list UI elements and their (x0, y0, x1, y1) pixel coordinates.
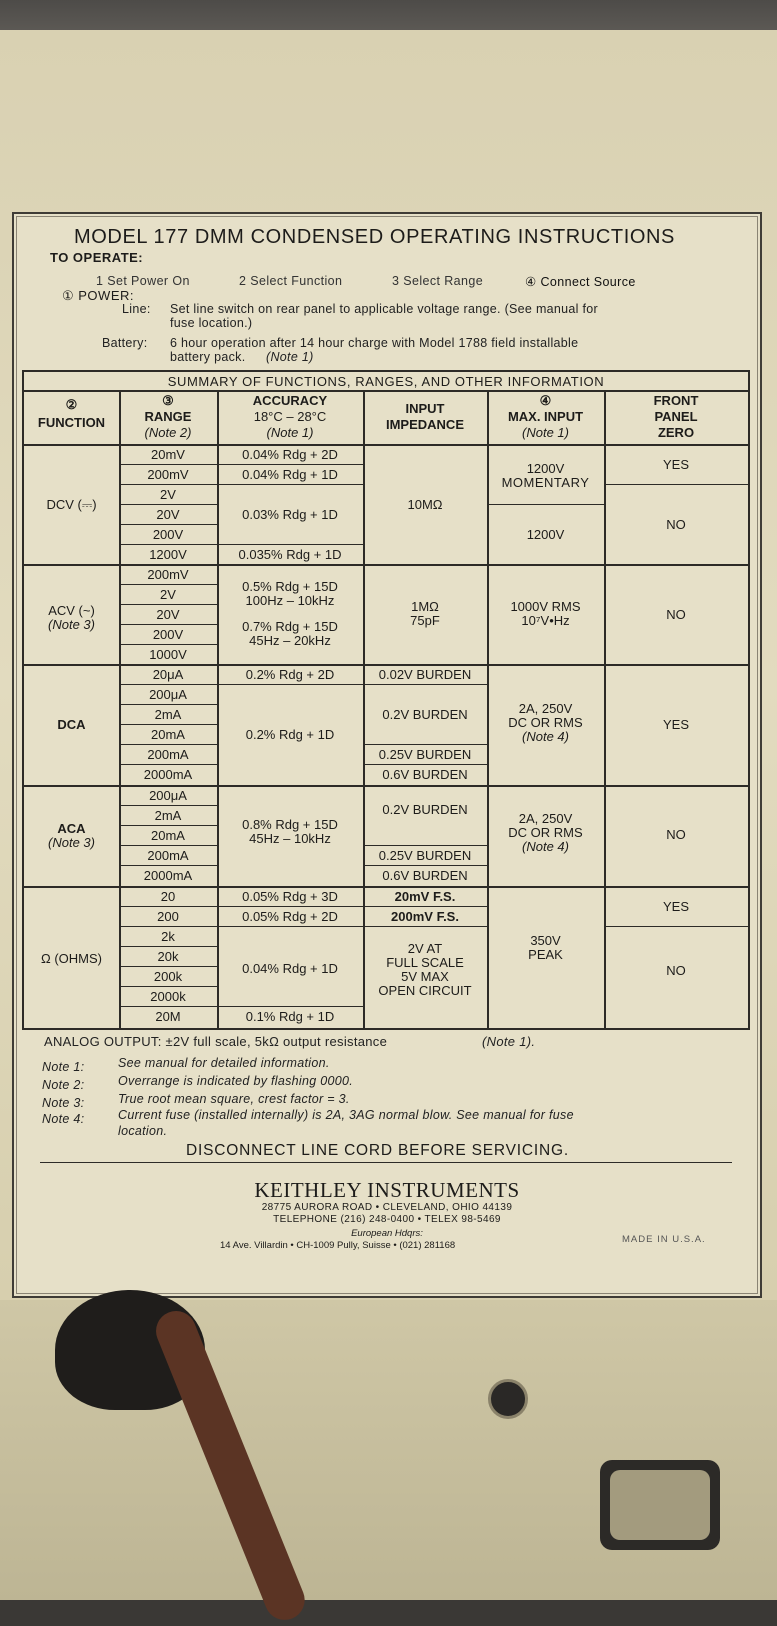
company-address: 28775 AURORA ROAD • CLEVELAND, OHIO 44139 (261, 1202, 513, 1213)
note-3-text: True root mean square, crest factor = 3. (118, 1092, 350, 1106)
ohms-accuracy-4: 0.1% Rdg + 1D (245, 1009, 335, 1024)
step-3: 3 Select Range (392, 274, 484, 288)
hdr-impedance-2: IMPEDANCE (385, 417, 464, 432)
ohms-max-2: PEAK (528, 947, 563, 962)
line-text-1: Set line switch on rear panel to applicable voltage range. (See manual for (170, 302, 598, 316)
hdr-accuracy-note: (Note 1) (266, 425, 314, 440)
ohms-range-1: 20 (160, 889, 176, 904)
aca-zero: NO (666, 827, 686, 842)
dcv-accuracy-1: 0.04% Rdg + 2D (242, 447, 338, 462)
label-title: MODEL 177 DMM CONDENSED OPERATING INSTRUCTIONS (74, 226, 675, 248)
ohms-range-2: 200 (157, 909, 179, 924)
battery-text-2: battery pack. (170, 350, 246, 364)
ohms-range-4: 20k (157, 949, 179, 964)
hdr-function-num: ② (65, 397, 78, 412)
acv-accuracy-2: 100Hz – 10kHz (245, 593, 335, 608)
dcv-max-1b: MOMENTARY (501, 475, 590, 490)
ohms-range-3: 2k (161, 929, 175, 944)
hdr-max-num: ④ (539, 393, 552, 408)
ohms-zero-1: YES (662, 899, 689, 914)
european-hq-address: 14 Ave. Villardin • CH-1009 Pully, Suisse • (021) 281168 (220, 1240, 456, 1251)
dca-accuracy-2: 0.2% Rdg + 1D (245, 727, 335, 742)
acv-range-1: 200mV (147, 567, 189, 582)
acv-function: ACV (~) (48, 603, 95, 618)
step-2: 2 Select Function (239, 274, 343, 288)
note-2-label: Note 2: (42, 1078, 85, 1092)
battery-note: (Note 1) (266, 350, 314, 364)
ohms-range-7: 20M (155, 1009, 181, 1024)
acv-range-2: 2V (160, 587, 176, 602)
dcv-function: DCV (⎓) (46, 497, 97, 512)
dcv-impedance: 10MΩ (407, 497, 443, 512)
dcv-zero-1: YES (662, 457, 689, 472)
aca-max-1: 2A, 250V (518, 811, 573, 826)
aca-accuracy-2: 45Hz – 10kHz (249, 831, 331, 846)
note-2-text: Overrange is indicated by flashing 0000. (118, 1074, 354, 1088)
dcv-max-1: 1200V (526, 461, 565, 476)
aca-accuracy-1: 0.8% Rdg + 15D (242, 817, 338, 832)
dca-range-4: 20mA (151, 727, 185, 742)
aca-function: ACA (57, 821, 86, 836)
ohms-impedance-3: 2V AT (407, 941, 443, 956)
ohms-impedance-2: 200mV F.S. (391, 909, 459, 924)
dcv-range-1: 20mV (151, 447, 185, 462)
ohms-impedance-4: FULL SCALE (386, 955, 464, 970)
dca-impedance-2: 0.2V BURDEN (382, 707, 468, 722)
dcv-range-4: 20V (156, 507, 180, 522)
hdr-max: MAX. INPUT (507, 409, 584, 424)
hdr-accuracy: ACCURACY (252, 393, 328, 408)
hdr-range-num: ③ (162, 393, 174, 408)
aca-impedance-1: 0.2V BURDEN (382, 802, 468, 817)
step-1: 1 Set Power On (96, 274, 190, 288)
aca-max-2: DC OR RMS (508, 825, 583, 840)
ohms-range-5: 200k (153, 969, 183, 984)
acv-max-2: 10⁷V•Hz (521, 613, 570, 628)
ohms-impedance-6: OPEN CIRCUIT (378, 983, 472, 998)
aca-max-3: (Note 4) (522, 839, 569, 854)
battery-text-1: 6 hour operation after 14 hour charge with Model 1788 field installable (170, 336, 579, 350)
dcv-accuracy-4: 0.035% Rdg + 1D (238, 547, 342, 562)
acv-impedance-1: 1MΩ (411, 599, 439, 614)
dcv-zero-2: NO (666, 517, 686, 532)
dca-impedance-1: 0.02V BURDEN (378, 667, 472, 682)
dcv-range-3: 2V (160, 487, 176, 502)
instruction-label (12, 212, 762, 1298)
aca-impedance-2: 0.25V BURDEN (378, 848, 472, 863)
acv-max-1: 1000V RMS (510, 599, 581, 614)
acv-accuracy-1: 0.5% Rdg + 15D (242, 579, 338, 594)
company-name: KEITHLEY INSTRUMENTS (254, 1178, 520, 1202)
hdr-range-note: (Note 2) (144, 425, 192, 440)
hdr-impedance-1: INPUT (405, 401, 445, 416)
summary-title: SUMMARY OF FUNCTIONS, RANGES, AND OTHER INFORMATION (167, 374, 605, 389)
ohms-accuracy-2: 0.05% Rdg + 2D (242, 909, 338, 924)
acv-note: (Note 3) (48, 617, 95, 632)
dca-impedance-4: 0.6V BURDEN (382, 767, 468, 782)
analog-output-note: (Note 1). (482, 1034, 536, 1049)
dcv-max-2: 1200V (526, 527, 565, 542)
hdr-zero-3: ZERO (657, 425, 695, 440)
note-1-text: See manual for detailed information. (118, 1056, 330, 1070)
hdr-accuracy-temp: 18°C – 28°C (253, 409, 327, 424)
battery-label: Battery: (102, 336, 148, 350)
dcv-range-2: 200mV (147, 467, 189, 482)
hdr-zero-2: PANEL (654, 409, 698, 424)
dcv-accuracy-2: 0.04% Rdg + 1D (242, 467, 338, 482)
aca-impedance-3: 0.6V BURDEN (382, 868, 468, 883)
note-4-continued: location. (118, 1124, 168, 1138)
note-4-text: Current fuse (installed internally) is 2A, 3AG normal blow. See manual for fuse (118, 1108, 574, 1122)
dca-max-3: (Note 4) (522, 729, 569, 744)
ohms-accuracy-1: 0.05% Rdg + 3D (242, 889, 338, 904)
dcv-accuracy-3: 0.03% Rdg + 1D (242, 507, 338, 522)
summary-table (22, 370, 750, 1030)
dca-range-2: 200μA (149, 687, 187, 702)
dca-accuracy-1: 0.2% Rdg + 2D (245, 667, 335, 682)
company-telephone: TELEPHONE (216) 248-0400 • TELEX 98-5469 (273, 1214, 501, 1225)
ohms-range-6: 2000k (150, 989, 186, 1004)
line-label: Line: (122, 302, 151, 316)
analog-output: ANALOG OUTPUT: ±2V full scale, 5kΩ output resistance (44, 1034, 388, 1049)
hdr-max-note: (Note 1) (522, 425, 569, 440)
dcv-range-6: 1200V (149, 547, 187, 562)
ohms-zero-2: NO (666, 963, 686, 978)
dca-function: DCA (57, 717, 86, 732)
hdr-zero-1: FRONT (653, 393, 699, 408)
ohms-accuracy-3: 0.04% Rdg + 1D (242, 961, 338, 976)
line-text-2: fuse location.) (170, 316, 253, 330)
acv-zero: NO (666, 607, 686, 622)
aca-range-5: 2000mA (143, 868, 193, 883)
acv-range-4: 200V (152, 627, 184, 642)
step-4: ④ Connect Source (525, 275, 636, 289)
ohms-impedance-1: 20mV F.S. (394, 889, 456, 904)
dca-range-6: 2000mA (143, 767, 193, 782)
made-in-usa: MADE IN U.S.A. (622, 1234, 706, 1245)
acv-impedance-2: 75pF (410, 613, 440, 628)
note-1-label: Note 1: (42, 1060, 85, 1074)
screw-hole (488, 1379, 528, 1419)
case-foot-slot-inner (610, 1470, 710, 1540)
power-heading: ① POWER: (62, 288, 134, 303)
dca-range-1: 20μA (152, 667, 184, 682)
hdr-range: RANGE (144, 409, 192, 424)
aca-note: (Note 3) (48, 835, 95, 850)
ohms-function: Ω (OHMS) (41, 951, 102, 966)
dcv-range-5: 200V (152, 527, 184, 542)
european-hq-label: European Hdqrs: (351, 1228, 423, 1239)
aca-range-1: 200μA (149, 788, 187, 803)
ohms-max-1: 350V (530, 933, 561, 948)
acv-range-5: 1000V (149, 647, 187, 662)
dca-impedance-3: 0.25V BURDEN (378, 747, 472, 762)
acv-accuracy-4: 45Hz – 20kHz (249, 633, 331, 648)
acv-accuracy-3: 0.7% Rdg + 15D (242, 619, 338, 634)
dca-max-2: DC OR RMS (508, 715, 583, 730)
dca-max-1: 2A, 250V (518, 701, 573, 716)
note-4-label: Note 4: (42, 1112, 85, 1126)
dca-range-5: 200mA (147, 747, 189, 762)
dca-range-3: 2mA (154, 707, 182, 722)
note-3-label: Note 3: (42, 1096, 85, 1110)
aca-range-4: 200mA (147, 848, 189, 863)
acv-range-3: 20V (156, 607, 180, 622)
hdr-function: FUNCTION (37, 415, 106, 430)
ohms-impedance-5: 5V MAX (401, 969, 449, 984)
aca-range-3: 20mA (151, 828, 185, 843)
dca-zero: YES (662, 717, 689, 732)
to-operate-heading: TO OPERATE: (50, 250, 144, 265)
aca-range-2: 2mA (154, 808, 182, 823)
disconnect-warning: DISCONNECT LINE CORD BEFORE SERVICING. (186, 1142, 569, 1159)
